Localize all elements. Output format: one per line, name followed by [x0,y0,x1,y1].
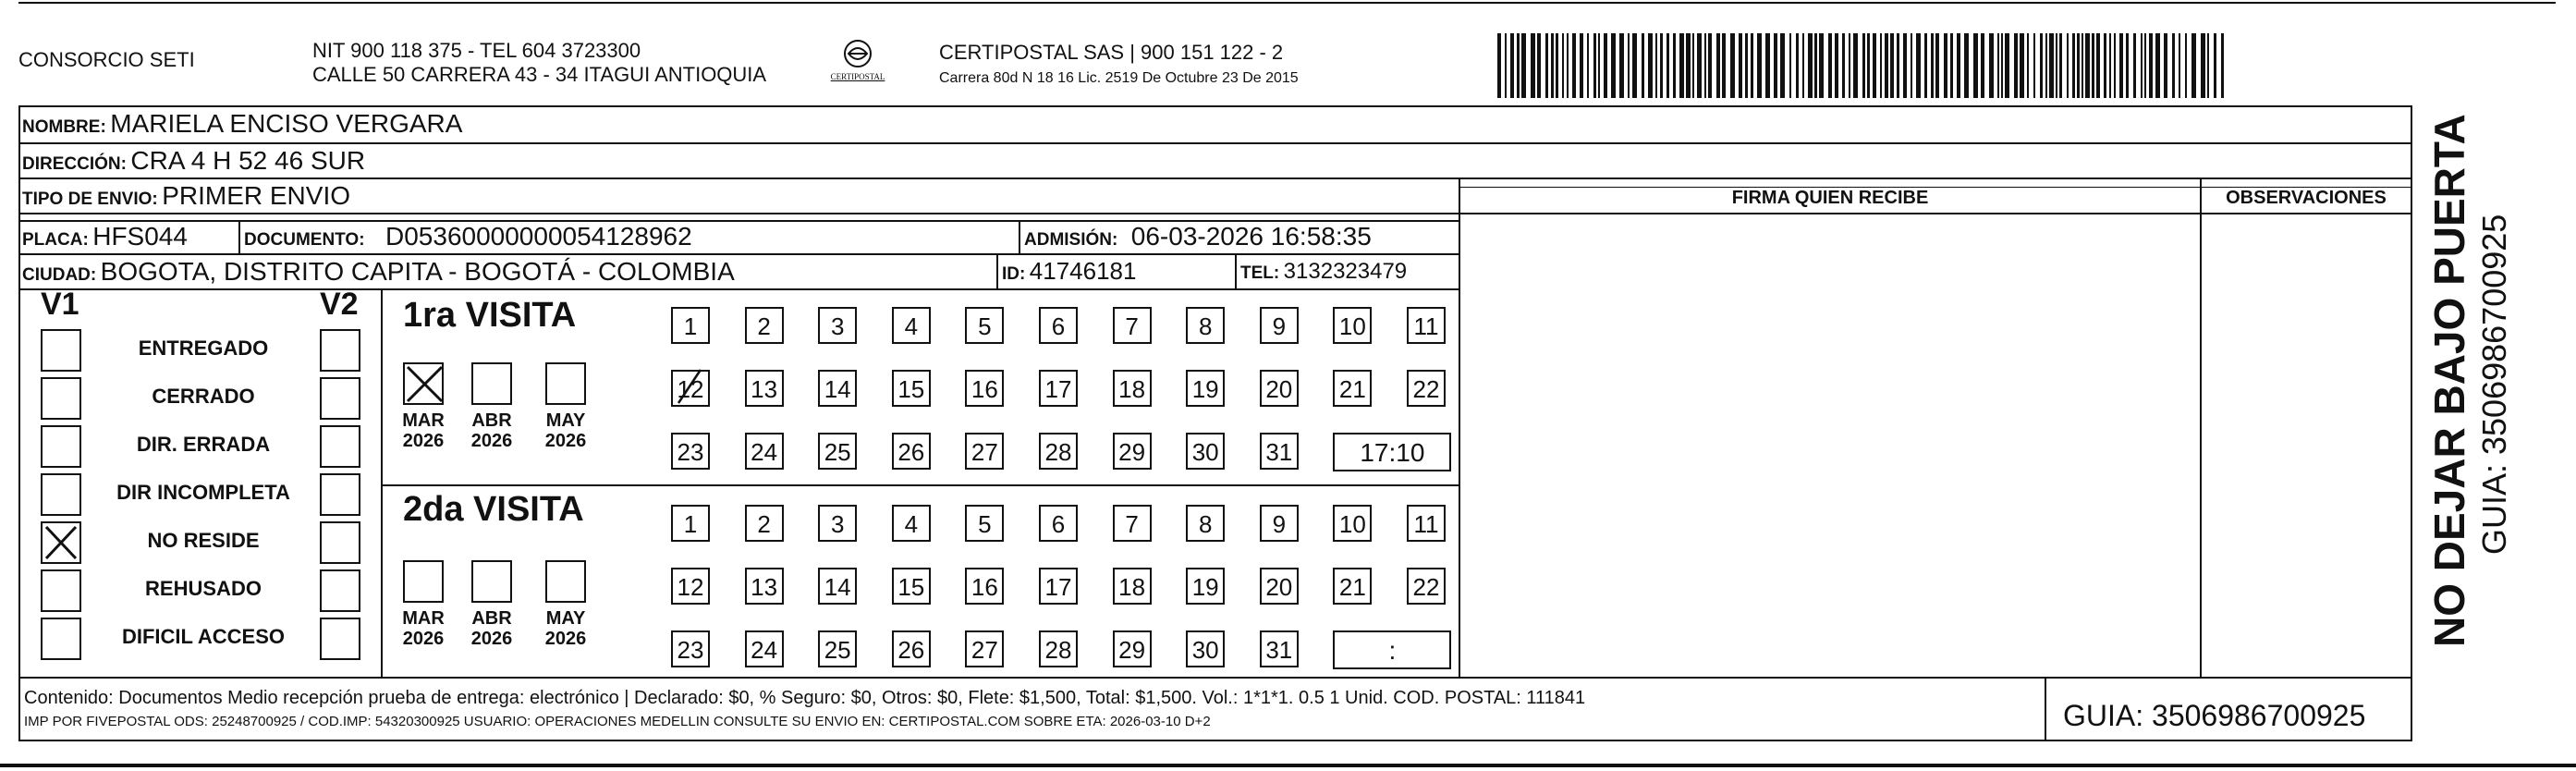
barcode [1497,33,2228,98]
barcode-bar [1802,33,1804,98]
barcode-bar [1765,33,1770,98]
day-box[interactable]: 4 [892,505,931,542]
month-year: 2026 [470,431,513,451]
side-warning: NO DEJAR BAJO PUERTA [2425,114,2473,647]
barcode-bar [1964,33,1969,98]
barcode-bar [1686,33,1691,98]
day-box[interactable]: 31 [1260,630,1299,667]
barcode-bar [1497,33,1501,98]
admision-value: 06-03-2026 16:58:35 [1130,222,1372,251]
month-year: 2026 [402,431,445,451]
status-label: REHUSADO [145,577,262,600]
v1-checkbox[interactable] [41,569,81,612]
tipo-value: PRIMER ENVIO [162,181,351,210]
day-box[interactable]: 6 [1039,505,1078,542]
barcode-bar [2085,33,2090,98]
month-label: MAY [545,608,586,629]
time-box[interactable]: : [1333,630,1451,669]
barcode-bar [1757,33,1762,98]
day-box[interactable]: 23 [671,630,710,667]
barcode-bar [1593,33,1596,98]
tel-label: TEL: [1240,263,1280,283]
barcode-bar [2149,33,2153,98]
firma-left-edge [1459,177,1460,677]
x-mark-icon [405,364,449,407]
day-box[interactable]: 21 [1333,568,1372,605]
barcode-bar [2214,33,2216,98]
barcode-bar [2045,33,2047,98]
day-box[interactable]: 11 [1407,505,1446,542]
barcode-bar [1598,33,1600,98]
barcode-bar [2144,33,2146,98]
status-label: DIFICIL ACCESO [121,625,285,648]
documento-value: D05360000000054128962 [385,222,692,251]
barcode-bar [1587,33,1589,98]
barcode-bar [1796,33,1799,98]
barcode-bar [1722,33,1726,98]
barcode-bar [1973,33,1978,98]
day-box[interactable]: 31 [1260,433,1299,470]
day-box[interactable]: 29 [1113,630,1152,667]
barcode-bar [2221,33,2224,98]
barcode-bar [1611,33,1616,98]
month-label: MAY [545,410,586,431]
barcode-bar [1531,33,1535,98]
barcode-bar [1619,33,1624,98]
direccion-row [22,146,365,176]
nombre-value: MARIELA ENCISO VERGARA [110,109,463,138]
barcode-bar [1853,33,1858,98]
id-label: ID: [1002,264,1026,284]
barcode-bar [2185,33,2187,98]
day-box[interactable]: 8 [1186,307,1225,344]
barcode-bar [1545,33,1548,98]
day-box[interactable]: 26 [892,630,931,667]
day-box[interactable]: 1 [671,505,710,542]
row-divider [18,288,1459,290]
month-label: ABR [471,608,512,629]
barcode-bar [1567,33,1569,98]
barcode-bar [1880,33,1882,98]
day-box[interactable]: 9 [1260,307,1299,344]
admision-label: ADMISIÓN: [1024,230,1118,250]
barcode-bar [2133,33,2136,98]
footer-guia: GUIA: 3506986700925 [2063,699,2366,732]
v2-checkbox[interactable] [320,377,360,420]
day-box[interactable]: 17 [1039,370,1078,407]
barcode-bar [2155,33,2160,98]
tel-value: 3132323479 [1283,259,1408,284]
bottom-rule [0,764,2576,767]
barcode-bar [2109,33,2111,98]
footer-divider [18,677,2412,679]
day-box[interactable]: 24 [745,630,784,667]
day-box[interactable]: 3 [818,505,857,542]
barcode-bar [1849,33,1850,98]
placa-label: PLACA: [22,230,89,250]
day-box[interactable]: 27 [965,433,1004,470]
day-box[interactable]: 22 [1407,568,1446,605]
day-box[interactable]: 19 [1186,568,1225,605]
barcode-bar [1903,33,1907,98]
month-checkbox[interactable] [471,560,512,603]
barcode-bar [1931,33,1934,98]
barcode-bar [1897,33,1899,98]
placa-value: HFS044 [92,222,188,251]
barcode-bar [1751,33,1753,98]
company-name: CONSORCIO SETI [18,48,195,71]
day-box[interactable]: 22 [1407,370,1446,407]
day-box[interactable]: 19 [1186,370,1225,407]
day-box[interactable]: 12 [671,568,710,605]
barcode-bar [2114,33,2116,98]
id-cell [1002,257,1136,286]
barcode-bar [1819,33,1824,98]
month-year: 2026 [544,629,587,649]
barcode-bar [1916,33,1921,98]
address-line: CALLE 50 CARRERA 43 - 34 ITAGUI ANTIOQUIA [312,63,767,86]
day-box[interactable]: 13 [745,568,784,605]
barcode-bar [1957,33,1960,98]
v2-checkbox[interactable] [320,329,360,372]
placa-cell [22,222,188,251]
day-box[interactable]: 7 [1113,505,1152,542]
documento-label: DOCUMENTO: [244,230,365,250]
day-box[interactable]: 18 [1113,568,1152,605]
day-box[interactable]: 20 [1260,568,1299,605]
day-box[interactable]: 29 [1113,433,1152,470]
barcode-bar [1628,33,1630,98]
barcode-bar [1981,33,1984,98]
barcode-bar [1632,33,1637,98]
ciudad-cell [22,257,735,287]
barcode-bar [1862,33,1865,98]
v2-checkbox[interactable] [320,473,360,516]
barcode-bar [1697,33,1702,98]
v1-checkbox[interactable] [41,473,81,516]
day-box[interactable]: 27 [965,630,1004,667]
time-box[interactable]: 17:10 [1333,433,1451,471]
barcode-bar [1774,33,1777,98]
direccion-label: DIRECCIÓN: [22,154,127,174]
obs-left-edge [2200,177,2202,677]
barcode-bar [2014,33,2018,98]
v2-checkbox[interactable] [320,521,360,564]
barcode-bar [1642,33,1644,98]
barcode-bar [1989,33,1994,98]
day-box[interactable]: 26 [892,433,931,470]
barcode-bar [2179,33,2180,98]
day-box[interactable]: 20 [1260,370,1299,407]
status-label: DIR INCOMPLETA [116,481,290,504]
barcode-bar [2059,33,2062,98]
day-box[interactable]: 2 [745,505,784,542]
barcode-bar [1745,33,1748,98]
section-divider [381,288,383,677]
day-box[interactable]: 6 [1039,307,1078,344]
logo-text: CERTIPOSTAL [830,72,885,81]
v2-checkbox[interactable] [320,569,360,612]
v1-checkbox[interactable] [41,425,81,468]
v1-checkbox[interactable] [41,377,81,420]
barcode-bar [1648,33,1653,98]
v2-checkbox[interactable] [320,618,360,660]
month-label: MAR [402,410,445,431]
barcode-bar [1814,33,1817,98]
month-year: 2026 [544,431,587,451]
nombre-row [22,109,462,139]
footer-line2: IMP POR FIVEPOSTAL ODS: 25248700925 / COD.IMP: 54320300925 USUARIO: OPERACIONES MEDELLIN CONSULTE SU ENVIO EN: CERTIPOSTAL.COM SOBRE ETA: 2026-03-10 D+2 [24,714,1211,729]
barcode-bar [1708,33,1712,98]
day-box[interactable]: 1 [671,307,710,344]
day-box[interactable]: 8 [1186,505,1225,542]
barcode-bar [1551,33,1554,98]
cell-divider [1019,220,1020,253]
day-box[interactable]: 24 [745,433,784,470]
status-label: DIR. ERRADA [136,433,271,456]
barcode-bar [1660,33,1663,98]
barcode-bar [1739,33,1742,98]
day-box[interactable]: 9 [1260,505,1299,542]
row-divider [18,142,2412,144]
barcode-bar [1604,33,1607,98]
day-box[interactable]: 14 [818,370,857,407]
barcode-bar [1666,33,1669,98]
month-label: ABR [471,410,512,431]
ciudad-value: BOGOTA, DISTRITO CAPITA - BOGOTÁ - COLOMBIA [100,257,735,286]
certipostal-line2: Carrera 80d N 18 16 Lic. 2519 De Octubre 23 De 2015 [939,70,1299,86]
barcode-bar [1997,33,1999,98]
tipo-label: TIPO DE ENVIO: [22,190,158,209]
barcode-bar [1789,33,1791,98]
day-box[interactable]: 18 [1113,370,1152,407]
cell-divider [996,253,998,288]
status-label: ENTREGADO [138,337,269,360]
month-checkbox[interactable] [545,362,586,405]
v1-checkbox[interactable] [41,521,81,564]
barcode-bar [1842,33,1845,98]
barcode-bar [1873,33,1876,98]
day-box[interactable]: 11 [1407,307,1446,344]
barcode-bar [1867,33,1870,98]
day-number: 12 [677,375,704,403]
day-box[interactable]: 17 [1039,568,1078,605]
visit1-title: 1ra VISITA [403,296,577,335]
id-value: 41746181 [1029,257,1137,285]
ciudad-label: CIUDAD: [22,265,97,285]
firma-header: FIRMA QUIEN RECIBE [1731,188,1929,208]
barcode-bar [1924,33,1927,98]
barcode-bar [1556,33,1558,98]
row-divider [18,213,2412,214]
row-divider [18,177,2412,179]
day-box[interactable]: 5 [965,307,1004,344]
certipostal-logo [821,37,895,92]
day-box[interactable]: 30 [1186,630,1225,667]
barcode-bar [2020,33,2024,98]
barcode-bar [2092,33,2094,98]
month-year: 2026 [402,629,445,649]
day-box[interactable]: 3 [818,307,857,344]
top-rule [18,2,2556,4]
day-box[interactable]: 5 [965,505,1004,542]
barcode-bar [2082,33,2083,98]
barcode-bar [2191,33,2196,98]
day-box[interactable]: 15 [892,370,931,407]
day-box[interactable]: 4 [892,307,931,344]
day-box[interactable]: 28 [1039,630,1078,667]
barcode-bar [2077,33,2080,98]
row-divider [18,253,1459,255]
day-box[interactable]: 30 [1186,433,1225,470]
barcode-bar [2040,33,2043,98]
barcode-bar [1655,33,1657,98]
barcode-bar [2049,33,2054,98]
barcode-bar [2119,33,2123,98]
barcode-bar [1808,33,1813,98]
barcode-bar [1521,33,1526,98]
x-mark-icon [43,523,79,562]
month-checkbox[interactable] [471,362,512,405]
barcode-bar [1911,33,1912,98]
month-checkbox[interactable] [403,362,444,405]
barcode-bar [1780,33,1785,98]
certipostal-line1: CERTIPOSTAL SAS | 900 151 122 - 2 [939,41,1284,64]
tel-cell [1240,259,1407,285]
footer-line1: Contenido: Documentos Medio recepción prueba de entrega: electrónico | Declarado: $0, % Seguro: $0, Otros: $0, Flete: $1,500, Total: $1,500. Vol.: 1*1*1. 0.5 1 Unid. COD. POSTAL: 111841 [24,688,1586,708]
barcode-bar [2001,33,2003,98]
day-box[interactable]: 28 [1039,433,1078,470]
barcode-bar [2172,33,2175,98]
barcode-bar [2072,33,2075,98]
barcode-bar [1562,33,1564,98]
v1-checkbox[interactable] [41,618,81,660]
barcode-bar [1572,33,1576,98]
observaciones-header: OBSERVACIONES [2226,188,2387,208]
nit-line: NIT 900 118 375 - TEL 604 3723300 [312,39,641,62]
month-year: 2026 [470,629,513,649]
day-box[interactable] [671,370,710,407]
barcode-bar [1716,33,1720,98]
barcode-bar [1730,33,1735,98]
month-checkbox[interactable] [545,560,586,603]
barcode-bar [1517,33,1520,98]
status-label: CERRADO [152,385,255,408]
day-box[interactable]: 16 [965,568,1004,605]
nombre-label: NOMBRE: [22,117,106,137]
barcode-bar [1673,33,1676,98]
v2-checkbox[interactable] [320,425,360,468]
guia-divider [2045,677,2046,741]
day-box[interactable]: 15 [892,568,931,605]
v1-checkbox[interactable] [41,329,81,372]
documento-cell [244,222,692,251]
day-box[interactable]: 23 [671,433,710,470]
barcode-bar [1944,33,1947,98]
day-box[interactable]: 25 [818,630,857,667]
status-label: NO RESIDE [147,529,260,552]
admision-cell [1024,222,1372,251]
barcode-bar [2164,33,2167,98]
barcode-bar [1679,33,1684,98]
check-mark-icon [673,366,712,407]
barcode-bar [2141,33,2143,98]
barcode-bar [2005,33,2009,98]
direccion-value: CRA 4 H 52 46 SUR [130,146,366,175]
day-box[interactable]: 10 [1333,307,1372,344]
barcode-bar [1505,33,1507,98]
barcode-bar [1704,33,1706,98]
barcode-bar [1510,33,1514,98]
visit-divider [381,484,1459,486]
month-checkbox[interactable] [403,560,444,603]
barcode-bar [2104,33,2106,98]
barcode-bar [1935,33,1939,98]
barcode-bar [1890,33,1894,98]
cell-divider [1235,253,1237,288]
day-box[interactable]: 14 [818,568,857,605]
day-box[interactable]: 7 [1113,307,1152,344]
side-guia: GUIA: 3506986700925 [2475,214,2513,555]
day-box[interactable]: 21 [1333,370,1372,407]
barcode-bar [2067,33,2069,98]
barcode-bar [2201,33,2205,98]
barcode-bar [1580,33,1583,98]
day-box[interactable]: 13 [745,370,784,407]
v1-header: V1 [41,287,79,322]
barcode-bar [1828,33,1832,98]
day-box[interactable]: 2 [745,307,784,344]
barcode-bar [2096,33,2100,98]
barcode-bar [2207,33,2209,98]
barcode-bar [1692,33,1694,98]
barcode-bar [2027,33,2029,98]
visit2-title: 2da VISITA [403,490,584,529]
barcode-bar [1885,33,1888,98]
barcode-bar [1950,33,1953,98]
barcode-bar [2056,33,2057,98]
day-box[interactable]: 10 [1333,505,1372,542]
day-box[interactable]: 25 [818,433,857,470]
tipo-row [22,181,350,211]
cell-divider [238,220,240,253]
month-label: MAR [402,608,445,629]
barcode-bar [2126,33,2129,98]
barcode-bar [1537,33,1541,98]
day-box[interactable]: 16 [965,370,1004,407]
barcode-bar [2033,33,2035,98]
v2-header: V2 [320,287,359,322]
barcode-bar [1835,33,1838,98]
